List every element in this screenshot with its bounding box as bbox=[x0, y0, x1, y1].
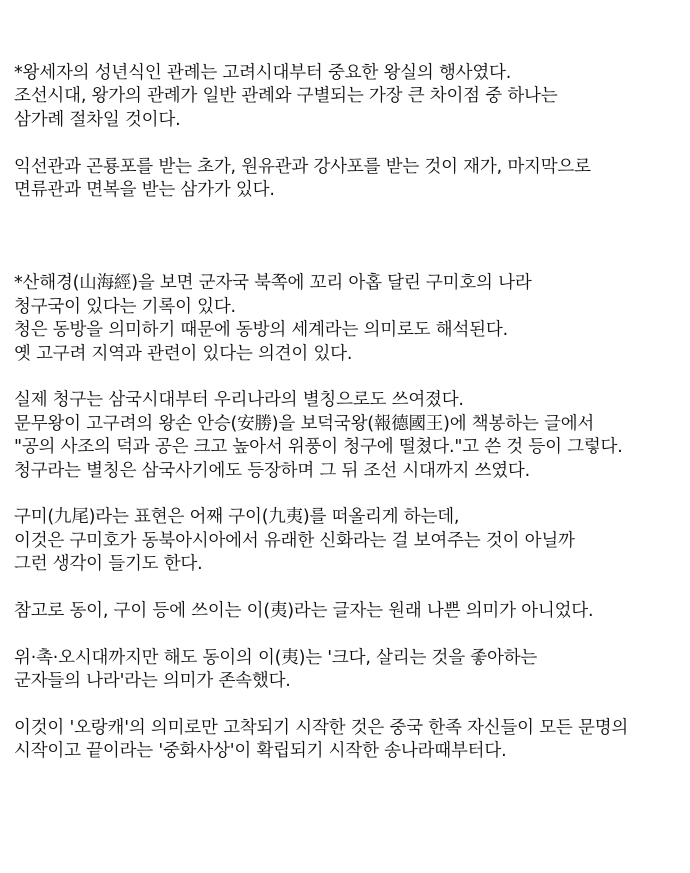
text-line: 문무왕이 고구려의 왕손 안승(安勝)을 보덕국왕(報德國王)에 책봉하는 글에서 bbox=[14, 413, 595, 434]
paragraph-spacer bbox=[14, 132, 686, 155]
paragraph-three-stages bbox=[14, 156, 686, 203]
paragraph-spacer bbox=[14, 366, 686, 389]
text-line: *왕세자의 성년식인 관례는 고려시대부터 중요한 왕실의 행사였다. bbox=[14, 63, 512, 83]
text-line: 구미(九尾)라는 표현은 어째 구이(九夷)를 떠올리게 하는데, bbox=[14, 507, 460, 528]
text-line: *산해경(山海經)을 보면 군자국 북쪽에 꼬리 아홉 달린 구미호의 나라 bbox=[14, 273, 532, 294]
text-line: "공의 사조의 덕과 공은 크고 높아서 위풍이 청구에 떨쳤다."고 쓴 것 등이 그렇다. bbox=[14, 437, 623, 458]
text-line: 이것은 구미호가 동북아시아에서 유래한 신화라는 걸 보여주는 것이 아닐까 bbox=[14, 530, 575, 551]
text-line: 실제 청구는 삼국시대부터 우리나라의 별칭으로도 쓰여졌다. bbox=[14, 390, 464, 411]
text-line: 위·촉·오시대까지만 해도 동이의 이(夷)는 '크다, 살리는 것을 좋아하는 bbox=[14, 647, 538, 668]
text-line: 옛 고구려 지역과 관련이 있다는 의견이 있다. bbox=[14, 343, 353, 364]
paragraph-shanhaijing bbox=[14, 272, 686, 366]
text-line: 이것이 '오랑캐'의 의미로만 고착되기 시작한 것은 중국 한족 자신들이 모든 문명의 bbox=[14, 718, 629, 739]
paragraph-spacer bbox=[14, 577, 686, 600]
paragraph-three-kingdoms bbox=[14, 647, 686, 694]
text-line: 군자들의 나라'라는 의미가 존속했다. bbox=[14, 671, 291, 692]
text-line: 삼가례 절차일 것이다. bbox=[14, 109, 181, 130]
paragraph-yi-character bbox=[14, 600, 686, 623]
paragraph-cheonggu-alias bbox=[14, 389, 686, 483]
paragraph-spacer bbox=[14, 623, 686, 646]
text-line: 청은 동방을 의미하기 때문에 동방의 세계라는 의미로도 해석된다. bbox=[14, 320, 508, 341]
paragraph-crown-prince-rite bbox=[14, 62, 686, 132]
text-line: 참고로 동이, 구이 등에 쓰이는 이(夷)라는 글자는 원래 나쁜 의미가 아니었다. bbox=[14, 601, 594, 622]
document-body bbox=[14, 62, 686, 764]
text-line: 청구국이 있다는 기록이 있다. bbox=[14, 296, 236, 317]
text-line: 청구라는 별칭은 삼국사기에도 등장하며 그 뒤 조선 시대까지 쓰였다. bbox=[14, 460, 531, 481]
text-line: 시작이고 끝이라는 '중화사상'이 확립되기 시작한 송나라때부터다. bbox=[14, 741, 507, 762]
paragraph-sinocentrism bbox=[14, 717, 686, 764]
text-line: 그런 생각이 들기도 한다. bbox=[14, 554, 203, 575]
paragraph-gumi-gui bbox=[14, 506, 686, 576]
text-line: 조선시대, 왕가의 관례가 일반 관례와 구별되는 가장 큰 차이점 중 하나는 bbox=[14, 86, 558, 107]
paragraph-spacer bbox=[14, 694, 686, 717]
text-line: 면류관과 면복을 받는 삼가가 있다. bbox=[14, 180, 275, 201]
text-line: 익선관과 곤룡포를 받는 초가, 원유관과 강사포를 받는 것이 재가, 마지막으로 bbox=[14, 156, 591, 177]
paragraph-spacer bbox=[14, 483, 686, 506]
section-spacer bbox=[14, 202, 686, 272]
